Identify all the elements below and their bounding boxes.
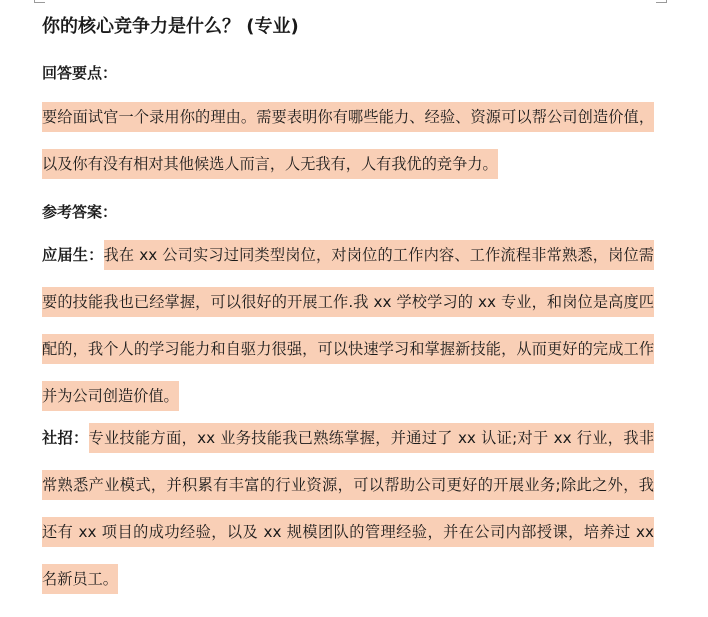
key-points-heading: 回答要点： [42,64,118,82]
graduate-paragraph [42,232,654,420]
key-points-paragraph [42,94,654,188]
page-corner-mark-left [34,0,45,3]
experienced-label: 社招： [42,429,89,447]
experienced-text: 专业技能方面，xx 业务技能我已熟练掌握，并通过了 xx 认证;对于 xx 行业，我非常熟悉产业模式，并积累有丰富的行业资源，可以帮助公司更好的开展业务;除此之外，我还有 xx 项目的成功经验，以及 xx 规模团队的管理经验，并在公司内部授课，培养过 xx 名新员工。 [42,423,654,594]
experienced-paragraph [42,415,654,603]
reference-answer-heading: 参考答案： [42,203,118,221]
key-points-text: 要给面试官一个录用你的理由。需要表明你有哪些能力、经验、资源可以帮公司创造价值，以及你有没有相对其他候选人而言，人无我有，人有我优的竞争力。 [42,102,654,179]
document-title: 你的核心竞争力是什么？ (专业) [42,16,299,37]
graduate-label: 应届生： [42,246,104,264]
page-corner-mark-right [656,0,667,3]
graduate-text: 我在 xx 公司实习过同类型岗位，对岗位的工作内容、工作流程非常熟悉，岗位需要的技能我也已经掌握，可以很好的开展工作.我 xx 学校学习的 xx 专业，和岗位是高度匹配的，我个人的学习能力和自驱力很强，可以快速学习和掌握新技能，从而更好的完成工作并为公司创造价值。 [42,240,654,411]
